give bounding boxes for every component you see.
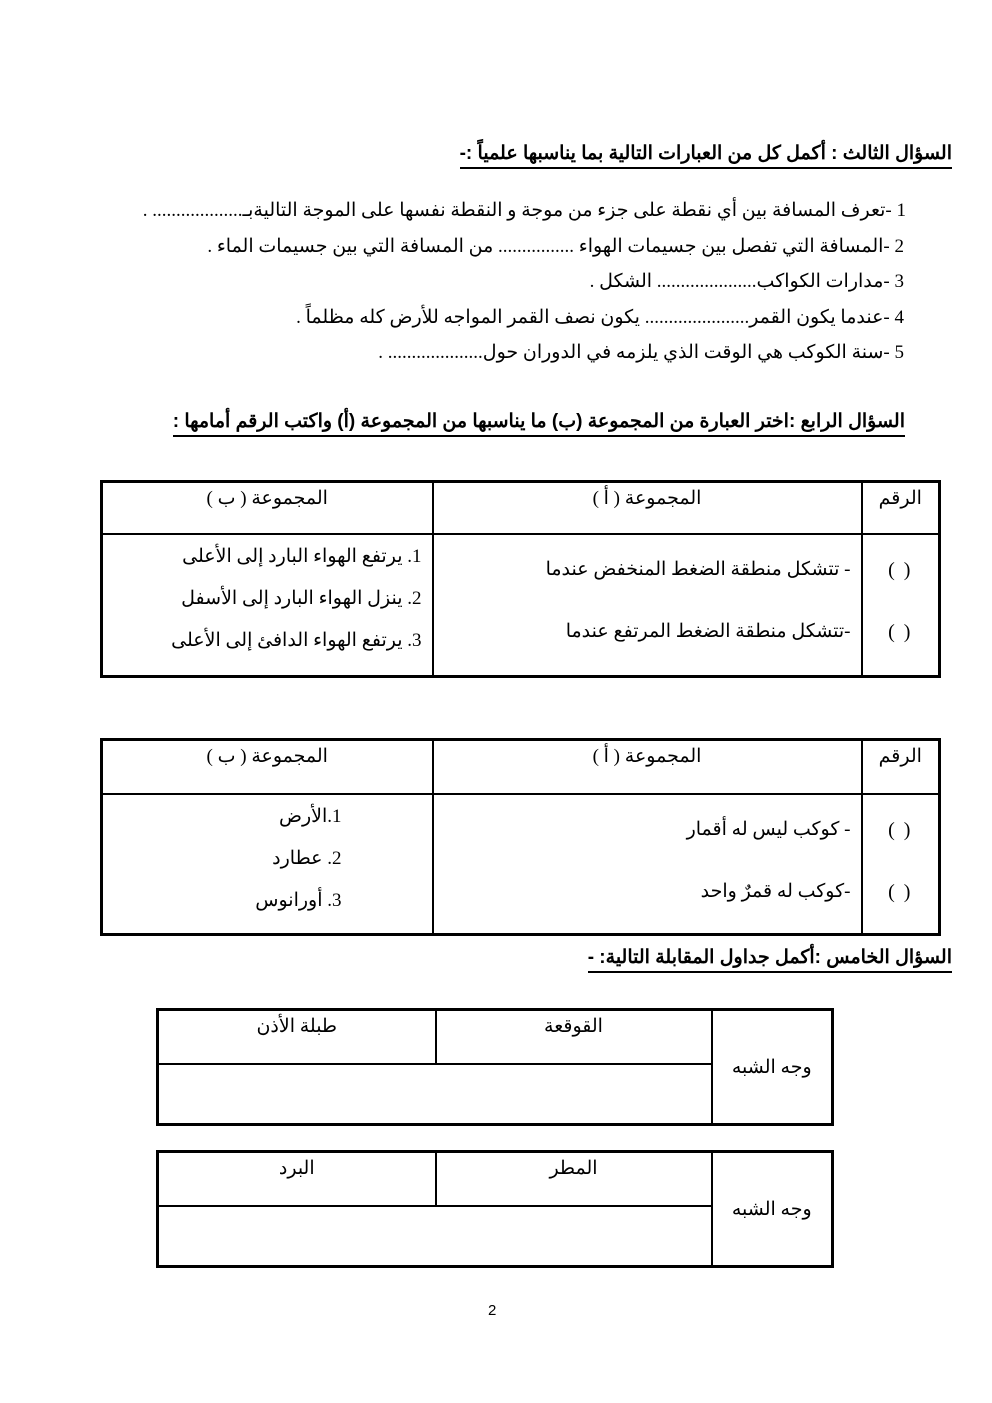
q4-instruction: :اختر العبارة من المجموعة (ب) ما يناسبها من المجموعة (أ) واكتب الرقم أمامها :	[172, 411, 796, 432]
q3-heading	[460, 142, 952, 169]
group-a-item: - تتشكل منطقة الضغط المنخفض عندما	[545, 558, 851, 580]
comparison-table-1	[156, 1008, 834, 1126]
q3-item-2: 2 -المسافة التي تفصل بين جسيمات الهواء ................ من المسافة التي بين جسيمات الماء .	[207, 236, 904, 257]
similarity-label: وجه الشبه	[712, 1152, 833, 1267]
similarity-answer[interactable]	[158, 1064, 712, 1125]
q3-item-3: 3 -مدارات الكواكب..................... الشكل .	[589, 271, 904, 292]
answer-blank[interactable]: ( )	[888, 620, 913, 643]
group-a-item: -كوكب له قمرٌ واحد	[700, 880, 851, 902]
group-b-item: 3. أورانوس	[255, 889, 342, 911]
compare-col2: طبلة الأذن	[158, 1010, 436, 1064]
header-group-b: المجموعة ( ب )	[102, 482, 433, 534]
group-a-item: -تتشكل منطقة الضغط المرتفع عندما	[565, 620, 851, 642]
q4-label: السؤال الرابع	[800, 411, 905, 432]
q3-item-1: 1 -تعرف المسافة بين أي نقطة على جزء من موجة و النقطة نفسها على الموجة التاليةبـ................... .	[142, 200, 906, 221]
q5-heading	[588, 946, 952, 973]
group-b-item: 3. يرتفع الهواء الدافئ إلى الأعلى	[171, 629, 422, 651]
matching-table-2	[100, 738, 941, 936]
similarity-answer[interactable]	[158, 1206, 712, 1267]
comparison-table-2	[156, 1150, 834, 1268]
answer-blank[interactable]: ( )	[888, 558, 913, 581]
page-number: 2	[488, 1302, 497, 1319]
q3-item-5: 5 -سنة الكوكب هي الوقت الذي يلزمه في الدوران حول.................... .	[378, 342, 904, 363]
group-b-item: 1. يرتفع الهواء البارد إلى الأعلى	[182, 545, 422, 567]
header-group-a: المجموعة ( أ )	[433, 740, 862, 794]
q3-item-4: 4 -عندما يكون القمر...................... يكون نصف القمر المواجه للأرض كله مظلماً .	[296, 307, 904, 328]
answer-blank[interactable]: ( )	[888, 818, 913, 841]
header-group-a: المجموعة ( أ )	[433, 482, 862, 534]
group-b-item: 1.الأرض	[278, 805, 342, 827]
compare-col2: البرد	[158, 1152, 436, 1206]
matching-table-1	[100, 480, 941, 678]
group-b-item: 2. ينزل الهواء البارد إلى الأسفل	[181, 587, 422, 609]
answer-blank[interactable]: ( )	[888, 880, 913, 903]
header-group-b: المجموعة ( ب )	[102, 740, 433, 794]
header-num: الرقم	[862, 740, 940, 794]
group-a-item: - كوكب ليس له أقمار	[686, 818, 851, 840]
header-num: الرقم	[862, 482, 940, 534]
group-b-item: 2. عطارد	[272, 847, 342, 869]
q5-instruction: :أكمل جداول المقابلة التالية: -	[587, 947, 821, 968]
q4-heading	[173, 410, 905, 437]
q3-label: السؤال الثالث	[842, 143, 952, 164]
similarity-label: وجه الشبه	[712, 1010, 833, 1125]
compare-col1: المطر	[436, 1152, 712, 1206]
compare-col1: القوقعة	[436, 1010, 712, 1064]
q3-instruction: : أكمل كل من العبارات التالية بما يناسبها علمياً :-	[459, 143, 838, 164]
q5-label: السؤال الخامس	[826, 947, 952, 968]
